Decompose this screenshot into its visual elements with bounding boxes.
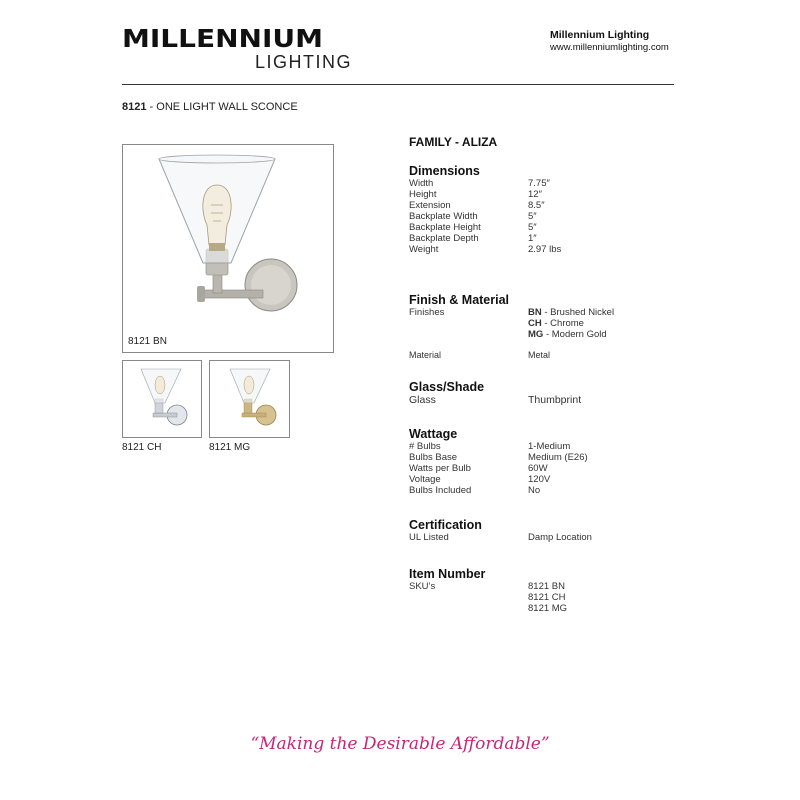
sconce-brushed-nickel-icon: [123, 145, 333, 352]
gold-variant-caption: 8121 MG: [209, 442, 251, 453]
wattage-value: 60W: [528, 463, 548, 474]
wattage-label: # Bulbs: [409, 441, 441, 452]
material-value: Metal: [528, 350, 551, 360]
finish-material-title: Finish & Material: [409, 293, 510, 307]
chrome-variant-caption: 8121 CH: [122, 442, 162, 453]
product-title: - ONE LIGHT WALL SCONCE: [146, 101, 298, 113]
material-label: Material: [409, 350, 442, 360]
product-number: 8121: [122, 101, 147, 113]
dimensions-title: Dimensions: [409, 164, 480, 178]
gold-variant-image: [209, 360, 290, 438]
chrome-variant-image: [122, 360, 202, 438]
finishes-label: Finishes: [409, 307, 445, 318]
dimension-value: 5″: [528, 211, 537, 222]
company-name: Millennium Lighting: [550, 29, 650, 41]
finish-name: - Chrome: [541, 318, 584, 329]
wattage-label: Bulbs Included: [409, 485, 472, 496]
glass-value: Thumbprint: [528, 394, 582, 406]
finish-item: [528, 318, 584, 329]
certification-title: Certification: [409, 518, 482, 532]
dimension-label: Backplate Width: [409, 211, 478, 222]
dimension-value: 12″: [528, 189, 542, 200]
finish-item: [528, 329, 607, 340]
dimension-label: Height: [409, 189, 437, 200]
certification-value: Damp Location: [528, 532, 592, 543]
sconce-modern-gold-icon: [210, 361, 289, 437]
header-divider: [122, 84, 674, 85]
sconce-chrome-icon: [123, 361, 201, 437]
wattage-label: Voltage: [409, 474, 441, 485]
wattage-value: 120V: [528, 474, 551, 485]
item-number-title: Item Number: [409, 567, 486, 581]
dimension-value: 2.97 lbs: [528, 244, 562, 255]
dimension-value: 7.75″: [528, 178, 550, 189]
wattage-value: Medium (E26): [528, 452, 588, 463]
wattage-label: Watts per Bulb: [409, 463, 471, 474]
brand-logo-subtitle: LIGHTING: [255, 52, 353, 72]
company-website: www.millenniumlighting.com: [550, 42, 669, 53]
dimension-value: 8.5″: [528, 200, 545, 211]
finish-name: - Brushed Nickel: [541, 307, 615, 318]
wattage-label: Bulbs Base: [409, 452, 458, 463]
sku-label: SKU’s: [409, 581, 436, 592]
main-product-image: [122, 144, 334, 353]
brand-tagline: “Making the Desirable Affordable”: [250, 734, 550, 754]
wattage-title: Wattage: [409, 427, 458, 441]
dimension-value: 5″: [528, 222, 537, 233]
product-family: FAMILY - ALIZA: [409, 135, 498, 149]
dimension-label: Backplate Height: [409, 222, 481, 233]
certification-label: UL Listed: [409, 532, 449, 543]
brand-logo-wordmark: MILLENNIUM: [122, 24, 323, 53]
dimension-value: 1″: [528, 233, 537, 244]
sku-value: 8121 BN: [528, 581, 565, 592]
sku-value: 8121 MG: [528, 603, 568, 614]
finish-code: BN: [528, 307, 542, 318]
dimension-label: Extension: [409, 200, 451, 211]
finish-item: [528, 307, 614, 318]
wattage-value: No: [528, 485, 541, 496]
main-image-caption: 8121 BN: [128, 336, 167, 347]
product-heading: [122, 101, 298, 113]
sku-value: 8121 CH: [528, 592, 566, 603]
wattage-value: 1-Medium: [528, 441, 571, 452]
dimension-label: Backplate Depth: [409, 233, 479, 244]
finish-code: CH: [528, 318, 542, 329]
glass-label: Glass: [409, 394, 436, 406]
finish-code: MG: [528, 329, 544, 340]
dimension-label: Weight: [409, 244, 439, 255]
finish-name: - Modern Gold: [543, 329, 607, 340]
dimension-label: Width: [409, 178, 434, 189]
glass-shade-title: Glass/Shade: [409, 380, 485, 394]
